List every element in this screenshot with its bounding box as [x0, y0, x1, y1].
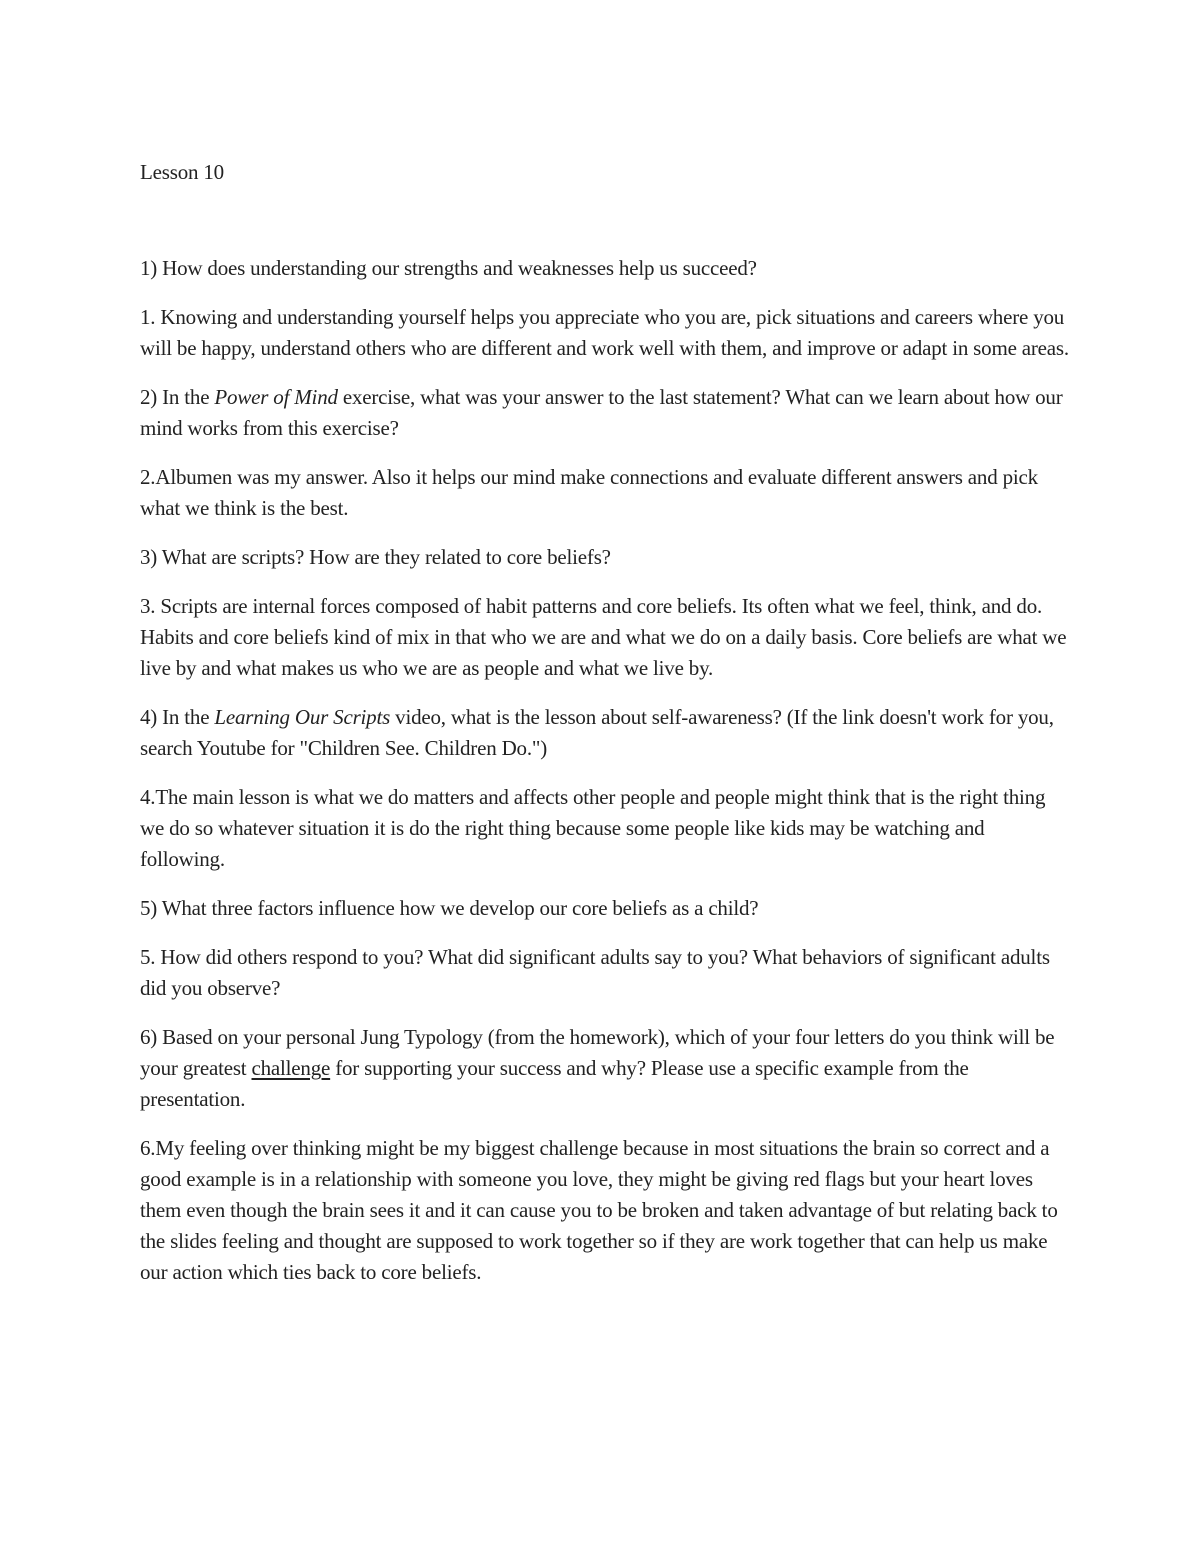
document-title: Lesson 10 [140, 160, 224, 184]
challenge-underlined-word: challenge [251, 1056, 331, 1080]
question-4 [140, 702, 1070, 764]
learning-our-scripts-title: Learning Our Scripts [214, 705, 391, 729]
question-6 [140, 1022, 1070, 1115]
answer-6: 6.My feeling over thinking might be my biggest challenge because in most situations the brain so correct and a good example is in a relationship with someone you love, they might be giving red flags but your heart loves them even though the brain sees it and it can cause you to be broken and taken advantage of but relating back to the slides feeling and thought are supposed to work together so if they are work together that can help us make our action which ties back to core beliefs. [140, 1136, 1058, 1284]
answer-4: 4.The main lesson is what we do matters and affects other people and people might think that is the right thing we do so whatever situation it is do the right thing because some people like kids may be watching and following. [140, 785, 1046, 871]
power-of-mind-title: Power of Mind [214, 385, 338, 409]
question-2 [140, 382, 1070, 444]
question-5: 5) What three factors influence how we develop our core beliefs as a child? [140, 896, 759, 920]
document-page [140, 157, 1070, 1306]
question-2-text-end: exercise, what was your answer to the last statement? What can we learn about how our mind works from this exercise? [140, 385, 1063, 440]
answer-2: 2.Albumen was my answer. Also it helps our mind make connections and evaluate different answers and pick what we think is the best. [140, 465, 1038, 520]
question-6-text-end: for supporting your success and why? Please use a specific example from the presentation. [140, 1056, 969, 1111]
answer-3: 3. Scripts are internal forces composed of habit patterns and core beliefs. Its often what we feel, think, and do. Habits and core beliefs kind of mix in that who we are and what we do on a daily basis. Core beliefs are what we live by and what makes us who we are as people and what we live by. [140, 594, 1067, 680]
question-4-text-end: video, what is the lesson about self-awareness? (If the link doesn't work for you, search Youtube for "Children See. Children Do.") [140, 705, 1054, 760]
question-3: 3) What are scripts? How are they related to core beliefs? [140, 545, 611, 569]
answer-5: 5. How did others respond to you? What did significant adults say to you? What behaviors of significant adults did you observe? [140, 945, 1050, 1000]
question-1: 1) How does understanding our strengths and weaknesses help us succeed? [140, 256, 757, 280]
answer-1: 1. Knowing and understanding yourself helps you appreciate who you are, pick situations and careers where you will be happy, understand others who are different and work well with them, and improve or adapt in some areas. [140, 305, 1069, 360]
question-6-text-start: 6) Based on your personal Jung Typology (from the homework), which of your four letters do you think will be your greatest [140, 1025, 1055, 1080]
question-2-text-start: 2) In the [140, 385, 215, 409]
question-4-text-start: 4) In the [140, 705, 215, 729]
